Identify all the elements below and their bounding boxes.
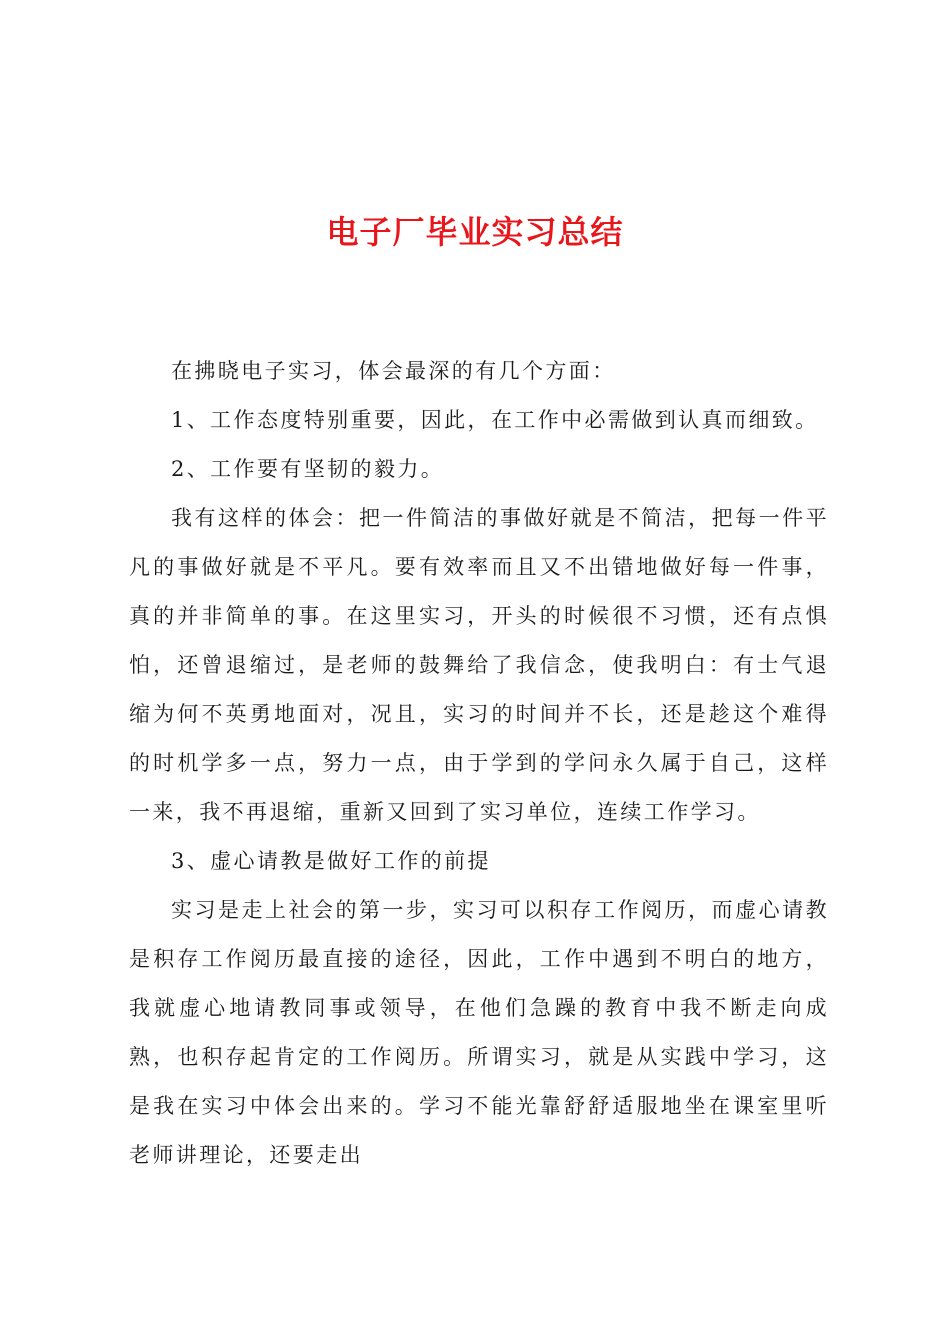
- paragraph-intro: 在拂晓电子实习，体会最深的有几个方面：: [171, 359, 616, 383]
- document-title: 电子厂毕业实习总结: [326, 213, 624, 251]
- paragraph-point-1: 1、工作态度特别重要，因此，在工作中必需做到认真而细致。: [171, 408, 819, 432]
- paragraph-internship: 实习是走上社会的第一步，实习可以积存工作阅历，而虚心请教是积存工作阅历最直接的途径，因此，工作中遇到不明白的地方，我就虚心地请教同事或领导，在他们急躁的教育中我不断走向成熟，也积存起肯定的工作阅历。所谓实习，就是从实践中学习，这是我在实习中体会出来的。学习不能光靠舒舒适服地坐在课室里听老师讲理论，还要走出: [129, 898, 829, 1167]
- paragraph-point-3: 3、虚心请教是做好工作的前提: [171, 849, 491, 873]
- paragraph-point-2: 2、工作要有坚韧的毅力。: [171, 457, 445, 481]
- document-body: [129, 347, 829, 1180]
- paragraph-experience: 我有这样的体会：把一件简洁的事做好就是不简洁，把每一件平凡的事做好就是不平凡。要有效率而且又不出错地做好每一件事，真的并非简单的事。在这里实习，开头的时候很不习惯，还有点惧怕，还曾退缩过，是老师的鼓舞给了我信念，使我明白：有士气退缩为何不英勇地面对，况且，实习的时间并不长，还是趁这个难得的时机学多一点，努力一点，由于学到的学问永久属于自己，这样一来，我不再退缩，重新又回到了实习单位，连续工作学习。: [129, 506, 829, 824]
